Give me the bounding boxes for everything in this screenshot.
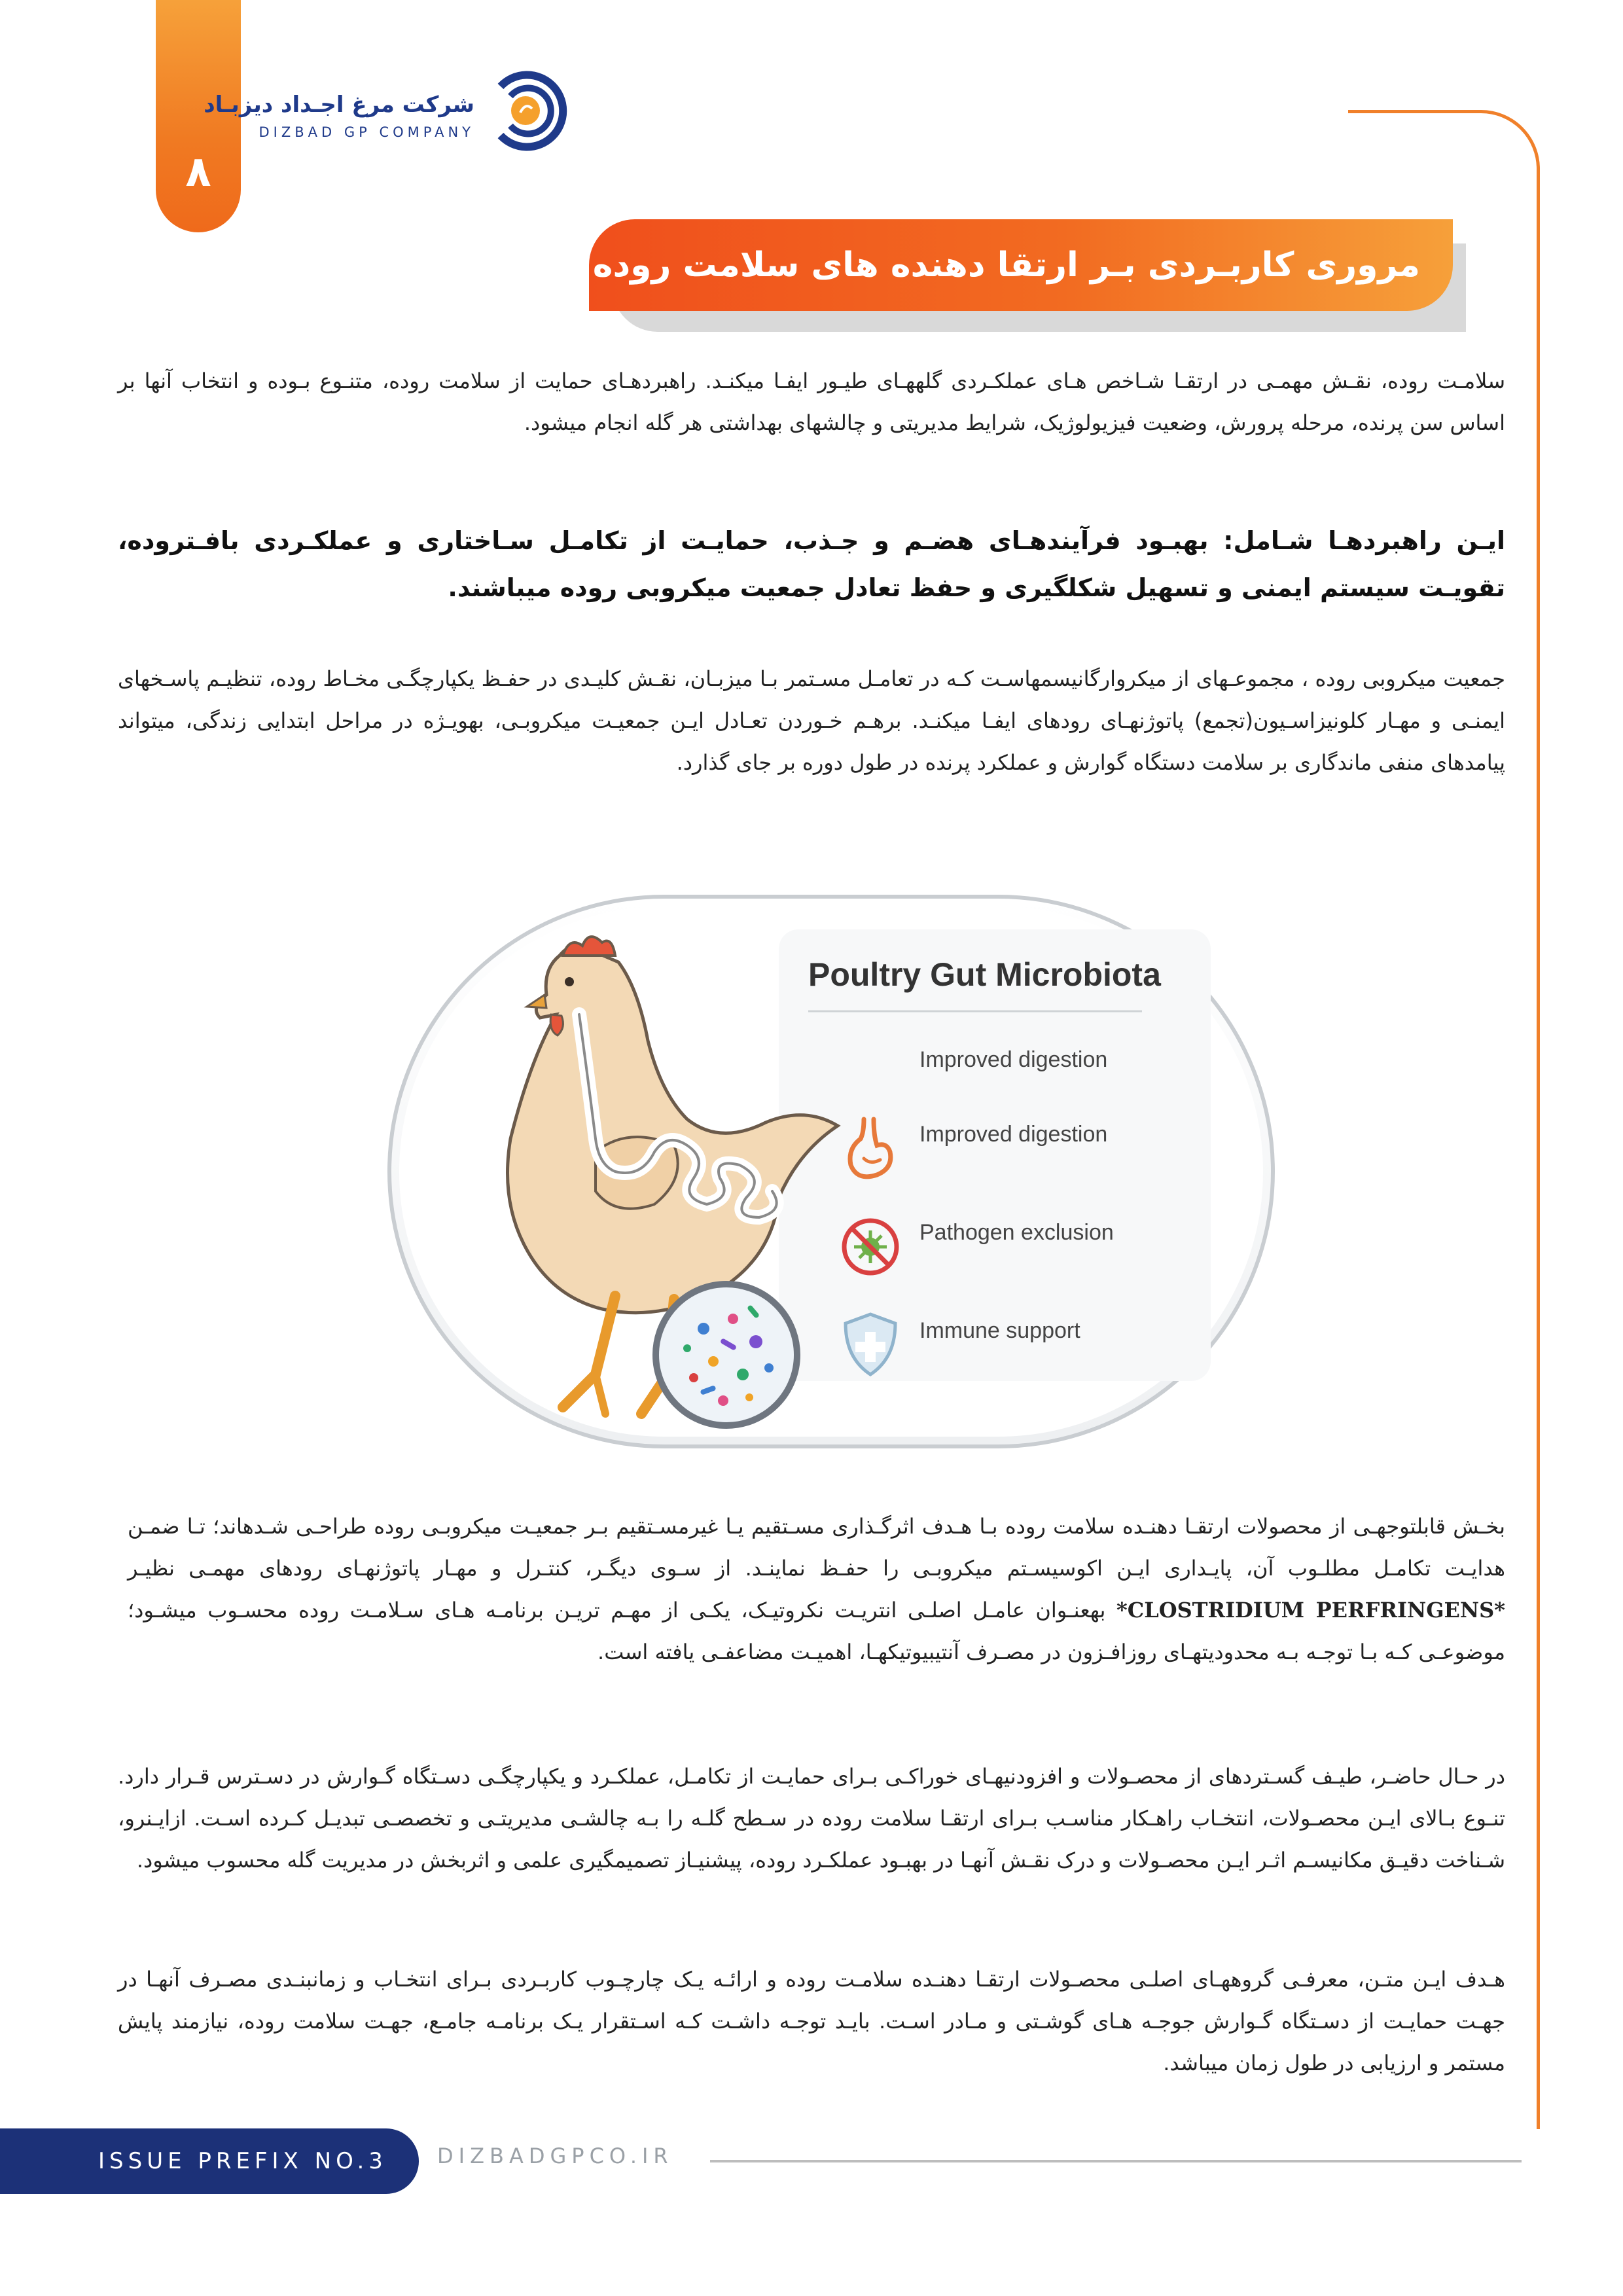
body-paragraph-1 (128, 1505, 1505, 1673)
page-title: مروری کاربـردی بـر ارتقا دهنده های سلامت روده در طیور (445, 245, 1420, 285)
figure-item-label: Improved digestion (919, 1122, 1108, 1147)
company-logo (204, 60, 573, 158)
figure-item-pathogen (838, 1211, 1204, 1296)
figure-item-immune (838, 1309, 1204, 1394)
footer-issue-pill (0, 2128, 419, 2194)
no-pathogen-icon (838, 1211, 903, 1283)
gut-microbiota-illustration (380, 890, 1283, 1466)
figure-item-digestion (838, 1113, 1204, 1198)
shield-icon (838, 1309, 903, 1381)
body-paragraph-2: در حـال حاضـر، طیـف گسـتردهای از محصـولات و افزودنیهـای خوراکـی بـرای حمایـت از تکامـل، عملکـرد و یکپارچگـی دسـتگاه گـوارش در دسـترس قـرار دارد. تنـوع بـالای ایـن محصـولات، انتخـاب راهـکار مناسـب بـرای ارتقـا سلامت روده در سـطح گلـه را بـه چالشـی مدیریتـی و تخصصـی تبدیـل کـرده اسـت. ازایـنرو، شـناخت دقیـق مکانیسـم اثـر ایـن محصـولات و درک نقـش آنهـا در بهبـود عملکـرد روده، پیشنیـاز تصمیمگیری علمی و اثربخش در مدیریت گله محسوب میشود. (118, 1764, 1505, 1873)
footer-issue-label: ISSUE PREFIX NO.3 (98, 2148, 387, 2174)
logo-company-name: شرکت مرغ اجـداد دیزبـاد (204, 92, 474, 118)
body-paragraph-1-start: بخـش قابلتوجهـی از محصولات ارتقـا دهنـده سلامت روده بـا هـدف اثرگـذاری مسـتقیم یـا غیرمسـتقیم بـر جمعیـت میکروبـی روده طراحـی شـدهاند؛ تـا ضمـن هدایـت تکامـل مطلـوب آن، پایـداری ایـن اکوسیسـتم میکروبـی را حفـظ نماینـد. از سـوی دیگـر، کنتـرل و مهـار پاتوژنهـای رودهای مهمـی نظیـر (128, 1514, 1505, 1581)
figure-subtitle: Improved digestion (919, 1047, 1108, 1072)
footer-website-link[interactable]: DIZBADGPCO.IR (437, 2144, 673, 2168)
body-paragraph-3: هـدف ایـن متـن، معرفـی گروههـای اصلـی محصـولات ارتقـا دهنـده سلامـت روده و ارائـه یـک چارچـوب کاربـردی بـرای انتخـاب و زمانبنـدی مصـرف آنهـا در جهـت حمایـت از دسـتگاه گـوارش جوجـه هـای گوشـتی و مـادر اسـت. بایـد توجـه داشـت کـه اسـتقرار یـک برنامـه جامـع، جهـت سلامت روده، نیازمند پایش مستمر و ارزیابی در طول زمان میباشد. (118, 1967, 1505, 2075)
pathogen-name: *CLOSTRIDIUM PERFRINGENS* (1116, 1598, 1506, 1623)
logo-company-subtitle: DIZBAD GP COMPANY (259, 124, 474, 140)
logo-mark-icon (474, 60, 573, 158)
frame-mask (478, 98, 1348, 124)
title-banner (445, 219, 1453, 311)
stomach-icon (838, 1113, 903, 1185)
figure-item-label: Immune support (919, 1318, 1080, 1343)
intro-paragraph: سلامـت روده، نقـش مهمـی در ارتقـا شـاخص هـای عملکـردی گلههـای طیـور ایفـا میکنـد. راهبردهـای حمایت از سلامت روده، متنـوع بـوده و انتخاب آنها بر اساس سن پرنده، مرحله پرورش، وضعیت فیزیولوژیک، شرایط مدیریتی و چالشهای بهداشتی هر گله انجام میشود. (118, 368, 1505, 435)
microbiota-paragraph: جمعیت میکروبی روده ، مجموعـهای از میکروارگانیسمهاسـت کـه در تعامـل مسـتمر بـا میزبـان، نقـش کلیـدی در حفـظ یکپارچگـی مخـاط روده، تنظیـم پاسـخهای ایمنـی و مهـار کلونیزاسـیون(تجمع) پاتوژنهـای رودهای ایفـا میکنـد. برهـم خـوردن تعـادل ایـن جمعیـت میکروبـی، بهویـژه در مراحل ابتدایی زندگی، میتواند پیامدهای منفی ماندگاری بر سلامت دستگاه گوارش و عملکرد پرنده در طول دوره بر جای گذارد. (118, 666, 1505, 775)
figure-item-label: Pathogen exclusion (919, 1220, 1114, 1245)
figure-title: Poultry Gut Microbiota (808, 956, 1161, 993)
body-paragraph-1-end: بهعنـوان عامـل اصلـی انتریـت نکروتیـک، یکـی از مهـم تریـن برنامـه هـای سـلامـت روده محسـوب میشـود؛ موضوعـی کـه بـا توجـه بـه محدودیتهـای روزافـزون در مصـرف آنتیبیوتیکهـا، اهمیـت مضاعفـی یافته است. (128, 1598, 1505, 1664)
footer-divider (710, 2160, 1522, 2162)
strategies-paragraph: ایـن راهبردهـا شـامل: بهبـود فرآیندهـای هضـم و جـذب، حمایـت از تکامـل سـاختاری و عملکـردی بافـتروده، تقویـت سیستم ایمنی و تسهیل شکلگیری و حفظ تعادل جمعیت میکروبی روده میباشند. (118, 526, 1505, 602)
page-number: ۸ (185, 148, 211, 196)
